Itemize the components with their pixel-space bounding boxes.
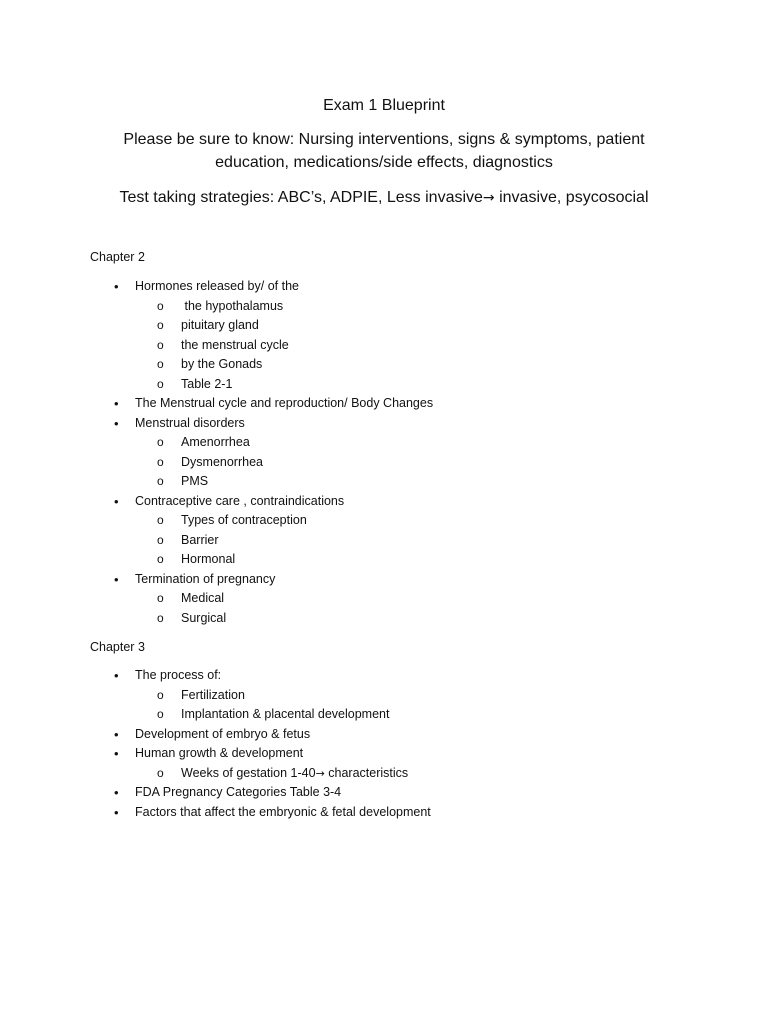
list-item — [0, 492, 768, 512]
list-item — [0, 277, 768, 297]
sub-list-item-text: Medical — [181, 591, 225, 605]
hollow-bullet-icon: o — [157, 552, 164, 566]
sub-list-item-text: Fertilization — [181, 687, 245, 702]
bullet-icon: • — [114, 726, 119, 742]
sub-list-item — [0, 531, 768, 551]
sub-list-item — [0, 433, 768, 453]
hollow-bullet-icon: o — [157, 610, 164, 625]
gestation-characteristics-text: characteristics — [324, 765, 409, 780]
list-item-text: FDA Pregnancy Categories Table 3-4 — [135, 785, 342, 799]
right-arrow-icon: → — [315, 766, 325, 780]
list-item — [0, 783, 768, 803]
sub-list-item — [0, 764, 768, 784]
sub-list-item — [0, 297, 768, 317]
sub-list-item-text: pituitary gland — [181, 318, 259, 332]
hollow-bullet-icon: o — [157, 435, 164, 449]
sub-list-item — [0, 705, 768, 725]
sub-list-item-text: Hormonal — [181, 552, 236, 566]
sub-list-item — [0, 686, 768, 706]
list-item — [0, 414, 768, 434]
strategies-text: Test taking strategies: ABC’s, ADPIE, Less invasive — [119, 189, 483, 206]
bullet-icon: • — [114, 396, 119, 411]
document-title — [0, 94, 768, 117]
hollow-bullet-icon: o — [157, 357, 164, 371]
gestation-text: Weeks of gestation 1-40 — [181, 765, 316, 780]
list-item-text: Human growth & development — [135, 746, 304, 760]
hollow-bullet-icon: o — [157, 707, 164, 721]
sub-list-item-text — [181, 764, 408, 784]
sub-list-item-text: Types of contraception — [181, 513, 307, 527]
bullet-icon: • — [114, 785, 119, 800]
bullet-icon: • — [114, 804, 119, 820]
bullet-icon: • — [114, 571, 119, 587]
sub-list-item-text: Dysmenorrhea — [181, 454, 263, 469]
sub-list-item-text: Surgical — [181, 610, 227, 625]
list-item — [0, 744, 768, 764]
know-statement — [0, 128, 768, 174]
sub-list-item — [0, 453, 768, 473]
list-item-text: Menstrual disorders — [135, 415, 245, 430]
list-item-text: The process of: — [135, 668, 222, 682]
list-item-text: Factors that affect the embryonic & fetal development — [135, 804, 431, 819]
sub-list-item — [0, 609, 768, 629]
hollow-bullet-icon: o — [157, 298, 164, 313]
list-item-text: Termination of pregnancy — [135, 571, 276, 586]
sub-list-item-text: PMS — [181, 474, 209, 488]
sub-list-item-text: Amenorrhea — [181, 435, 250, 449]
sub-list-item — [0, 316, 768, 336]
sub-list-item-text: Implantation & placental development — [181, 707, 390, 721]
hollow-bullet-icon: o — [157, 318, 164, 332]
hollow-bullet-icon: o — [157, 765, 164, 780]
bullet-icon: • — [114, 415, 119, 431]
sub-list-item — [0, 355, 768, 375]
strategies-text-after: invasive, psycosocial — [494, 189, 649, 206]
list-item — [0, 570, 768, 590]
list-item-text: Hormones released by/ of the — [135, 279, 299, 293]
sub-list-item-text: Barrier — [181, 532, 219, 547]
sub-list-item-text: by the Gonads — [181, 357, 263, 371]
list-item — [0, 725, 768, 745]
chapter-3-list — [0, 666, 768, 822]
sub-list-item — [0, 375, 768, 395]
sub-list-item-text: the menstrual cycle — [181, 337, 289, 352]
bullet-icon: • — [114, 746, 119, 761]
know-line-2: education, medications/side effects, diagnostics — [215, 154, 553, 171]
sub-list-item — [0, 511, 768, 531]
chapter-heading: Chapter 3 — [90, 640, 145, 654]
bullet-icon: • — [114, 493, 119, 509]
sub-list-item — [0, 336, 768, 356]
list-item — [0, 666, 768, 686]
know-line-1: Please be sure to know: Nursing interventions, signs & symptoms, patient — [123, 131, 645, 148]
hollow-bullet-icon: o — [157, 376, 164, 391]
right-arrow-icon: → — [482, 190, 495, 206]
hollow-bullet-icon: o — [157, 454, 164, 469]
hollow-bullet-icon: o — [157, 591, 164, 605]
hollow-bullet-icon: o — [157, 337, 164, 352]
hollow-bullet-icon: o — [157, 532, 164, 547]
list-item-text: The Menstrual cycle and reproduction/ Body Changes — [135, 396, 434, 410]
chapter-heading: Chapter 2 — [90, 250, 145, 264]
sub-list-item — [0, 589, 768, 609]
list-item — [0, 394, 768, 414]
title-text: Exam 1 Blueprint — [323, 97, 445, 114]
sub-list-item — [0, 472, 768, 492]
list-item — [0, 803, 768, 823]
list-item-text: Contraceptive care , contraindications — [135, 493, 345, 508]
sub-list-item-text: Table 2-1 — [181, 376, 233, 391]
bullet-icon: • — [114, 279, 119, 294]
list-item-text: Development of embryo & fetus — [135, 726, 311, 741]
hollow-bullet-icon: o — [157, 513, 164, 527]
strategies-statement — [0, 186, 768, 210]
hollow-bullet-icon: o — [157, 687, 164, 702]
sub-list-item — [0, 550, 768, 570]
hollow-bullet-icon: o — [157, 474, 164, 488]
sub-list-item-text: the hypothalamus — [181, 298, 284, 313]
chapter-2-list — [0, 277, 768, 628]
bullet-icon: • — [114, 668, 119, 683]
